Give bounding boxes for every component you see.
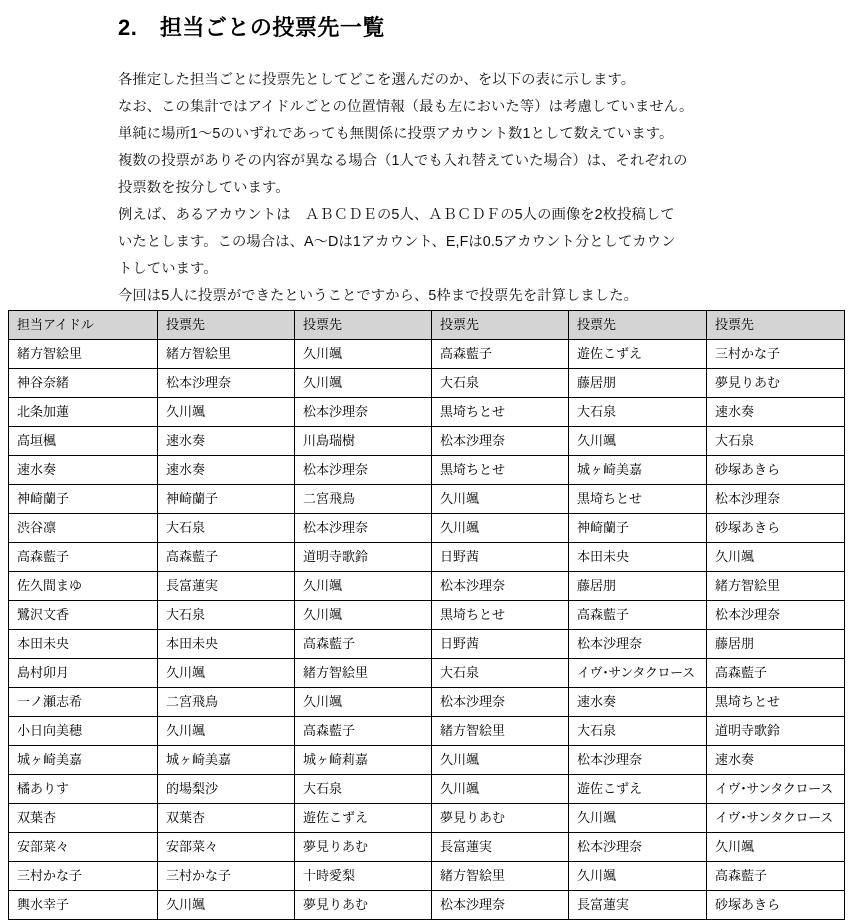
- column-header-vote-1: 投票先: [158, 311, 295, 340]
- cell-idol: 北条加蓮: [9, 398, 158, 427]
- cell-vote-1: 久川颯: [158, 398, 295, 427]
- cell-vote-1: 久川颯: [158, 717, 295, 746]
- cell-vote-1: 三村かな子: [158, 862, 295, 891]
- cell-vote-4: 久川颯: [569, 804, 707, 833]
- column-header-idol: 担当アイドル: [9, 311, 158, 340]
- column-header-vote-4: 投票先: [569, 311, 707, 340]
- cell-vote-4: 長富蓮実: [569, 891, 707, 920]
- cell-vote-4: 本田未央: [569, 543, 707, 572]
- table-header: [9, 311, 845, 340]
- cell-vote-3: 久川颯: [432, 485, 569, 514]
- cell-vote-5: 道明寺歌鈴: [707, 717, 845, 746]
- cell-vote-3: 松本沙理奈: [432, 891, 569, 920]
- table-row: [9, 862, 845, 891]
- paragraph-line: いたとします。この場合は、A～Dは1アカウント、E,Fは0.5アカウント分としてカウン: [118, 233, 676, 250]
- cell-vote-1: 双葉杏: [158, 804, 295, 833]
- cell-idol: 鷺沢文香: [9, 601, 158, 630]
- cell-vote-4: 黒埼ちとせ: [569, 485, 707, 514]
- cell-vote-2: 久川颯: [295, 572, 432, 601]
- paragraph-line: 各推定した担当ごとに投票先としてどこを選んだのか、を以下の表に示します。: [118, 71, 636, 88]
- cell-vote-2: 緒方智絵里: [295, 659, 432, 688]
- cell-vote-3: 黒埼ちとせ: [432, 456, 569, 485]
- cell-idol: 城ヶ崎美嘉: [9, 746, 158, 775]
- cell-vote-4: 松本沙理奈: [569, 746, 707, 775]
- cell-vote-1: 大石泉: [158, 514, 295, 543]
- cell-vote-1: 久川颯: [158, 659, 295, 688]
- cell-vote-3: 松本沙理奈: [432, 427, 569, 456]
- column-header-vote-2: 投票先: [295, 311, 432, 340]
- cell-vote-2: 夢見りあむ: [295, 833, 432, 862]
- table-row: [9, 688, 845, 717]
- cell-vote-4: 大石泉: [569, 398, 707, 427]
- cell-vote-4: 神崎蘭子: [569, 514, 707, 543]
- cell-vote-4: 藤居朋: [569, 572, 707, 601]
- cell-vote-5: 砂塚あきら: [707, 891, 845, 920]
- table-row: [9, 456, 845, 485]
- paragraph-line: 投票数を按分しています。: [118, 179, 290, 196]
- table-row: [9, 485, 845, 514]
- table-body: [9, 340, 845, 920]
- cell-vote-5: 夢見りあむ: [707, 369, 845, 398]
- cell-vote-3: 高森藍子: [432, 340, 569, 369]
- cell-vote-4: 松本沙理奈: [569, 833, 707, 862]
- cell-vote-1: 大石泉: [158, 601, 295, 630]
- cell-vote-2: 久川颯: [295, 688, 432, 717]
- table-row: [9, 340, 845, 369]
- cell-idol: 双葉杏: [9, 804, 158, 833]
- cell-vote-3: 久川颯: [432, 775, 569, 804]
- cell-vote-2: 松本沙理奈: [295, 398, 432, 427]
- cell-vote-1: 長富蓮実: [158, 572, 295, 601]
- cell-idol: 島村卯月: [9, 659, 158, 688]
- cell-idol: 三村かな子: [9, 862, 158, 891]
- cell-vote-5: 高森藍子: [707, 659, 845, 688]
- cell-idol: 安部菜々: [9, 833, 158, 862]
- vote-table-container: [8, 310, 844, 920]
- cell-vote-2: 十時愛梨: [295, 862, 432, 891]
- table-row: [9, 601, 845, 630]
- cell-vote-2: 松本沙理奈: [295, 514, 432, 543]
- cell-vote-5: 黒埼ちとせ: [707, 688, 845, 717]
- cell-vote-1: 的場梨沙: [158, 775, 295, 804]
- cell-vote-4: 城ヶ崎美嘉: [569, 456, 707, 485]
- cell-vote-5: 三村かな子: [707, 340, 845, 369]
- cell-vote-2: 遊佐こずえ: [295, 804, 432, 833]
- cell-vote-4: 遊佐こずえ: [569, 340, 707, 369]
- paragraph-line: 例えば、あるアカウントは ＡＢＣＤＥの5人、ＡＢＣＤＦの5人の画像を2枚投稿して: [118, 206, 675, 223]
- cell-vote-3: 黒埼ちとせ: [432, 601, 569, 630]
- cell-vote-3: 大石泉: [432, 369, 569, 398]
- cell-idol: 速水奏: [9, 456, 158, 485]
- cell-idol: 本田未央: [9, 630, 158, 659]
- vote-table: [8, 310, 845, 920]
- table-header-row: [9, 311, 845, 340]
- cell-vote-3: 夢見りあむ: [432, 804, 569, 833]
- intro-paragraph: [0, 43, 866, 310]
- cell-vote-2: 久川颯: [295, 369, 432, 398]
- cell-idol: 一ノ瀬志希: [9, 688, 158, 717]
- paragraph-line: 複数の投票がありその内容が異なる場合（1人でも入れ替えていた場合）は、それぞれの: [118, 152, 688, 169]
- table-row: [9, 833, 845, 862]
- cell-vote-2: 高森藍子: [295, 717, 432, 746]
- table-row: [9, 514, 845, 543]
- cell-vote-4: 速水奏: [569, 688, 707, 717]
- cell-vote-1: 松本沙理奈: [158, 369, 295, 398]
- cell-vote-2: 二宮飛鳥: [295, 485, 432, 514]
- cell-vote-5: 高森藍子: [707, 862, 845, 891]
- paragraph-line: トしています。: [118, 260, 218, 277]
- cell-vote-1: 速水奏: [158, 427, 295, 456]
- table-row: [9, 543, 845, 572]
- cell-vote-5: 久川颯: [707, 543, 845, 572]
- cell-vote-2: 久川颯: [295, 601, 432, 630]
- cell-vote-5: 緒方智絵里: [707, 572, 845, 601]
- cell-vote-5: 藤居朋: [707, 630, 845, 659]
- cell-vote-3: 日野茜: [432, 543, 569, 572]
- cell-vote-5: 速水奏: [707, 398, 845, 427]
- paragraph-line: 単純に場所1～5のいずれであっても無関係に投票アカウント数1として数えています。: [118, 125, 674, 142]
- cell-idol: 渋谷凛: [9, 514, 158, 543]
- cell-vote-1: 緒方智絵里: [158, 340, 295, 369]
- column-header-vote-3: 投票先: [432, 311, 569, 340]
- cell-vote-5: イヴ･サンタクロース: [707, 775, 845, 804]
- cell-vote-5: 砂塚あきら: [707, 514, 845, 543]
- cell-vote-2: 松本沙理奈: [295, 456, 432, 485]
- page-title: 2. 担当ごとの投票先一覧: [118, 15, 385, 40]
- cell-vote-5: 松本沙理奈: [707, 601, 845, 630]
- cell-vote-1: 久川颯: [158, 891, 295, 920]
- cell-vote-1: 安部菜々: [158, 833, 295, 862]
- table-row: [9, 775, 845, 804]
- cell-vote-3: 緒方智絵里: [432, 862, 569, 891]
- cell-vote-1: 神崎蘭子: [158, 485, 295, 514]
- cell-idol: 緒方智絵里: [9, 340, 158, 369]
- cell-vote-1: 城ヶ崎美嘉: [158, 746, 295, 775]
- table-row: [9, 891, 845, 920]
- cell-idol: 高垣楓: [9, 427, 158, 456]
- cell-vote-5: 久川颯: [707, 833, 845, 862]
- table-row: [9, 659, 845, 688]
- cell-idol: 佐久間まゆ: [9, 572, 158, 601]
- table-row: [9, 572, 845, 601]
- cell-vote-5: 松本沙理奈: [707, 485, 845, 514]
- cell-vote-1: 本田未央: [158, 630, 295, 659]
- paragraph-line: なお、この集計ではアイドルごとの位置情報（最も左においた等）は考慮していません。: [118, 98, 694, 115]
- cell-vote-4: 久川颯: [569, 427, 707, 456]
- cell-vote-2: 城ヶ崎莉嘉: [295, 746, 432, 775]
- cell-vote-2: 道明寺歌鈴: [295, 543, 432, 572]
- column-header-vote-5: 投票先: [707, 311, 845, 340]
- table-row: [9, 398, 845, 427]
- paragraph-line: 今回は5人に投票ができたということですから、5枠まで投票先を計算しました。: [118, 287, 638, 304]
- cell-vote-4: 遊佐こずえ: [569, 775, 707, 804]
- cell-vote-2: 久川颯: [295, 340, 432, 369]
- cell-vote-1: 高森藍子: [158, 543, 295, 572]
- cell-vote-2: 高森藍子: [295, 630, 432, 659]
- cell-idol: 輿水幸子: [9, 891, 158, 920]
- cell-vote-2: 夢見りあむ: [295, 891, 432, 920]
- table-row: [9, 804, 845, 833]
- cell-vote-3: 久川颯: [432, 746, 569, 775]
- cell-vote-5: 速水奏: [707, 746, 845, 775]
- cell-vote-2: 川島瑞樹: [295, 427, 432, 456]
- cell-vote-3: 日野茜: [432, 630, 569, 659]
- table-row: [9, 630, 845, 659]
- cell-vote-4: 松本沙理奈: [569, 630, 707, 659]
- cell-vote-4: 久川颯: [569, 862, 707, 891]
- cell-vote-4: 藤居朋: [569, 369, 707, 398]
- cell-vote-4: イヴ･サンタクロース: [569, 659, 707, 688]
- cell-vote-3: 長富蓮実: [432, 833, 569, 862]
- cell-vote-3: 大石泉: [432, 659, 569, 688]
- cell-vote-5: 大石泉: [707, 427, 845, 456]
- cell-idol: 橘ありす: [9, 775, 158, 804]
- cell-vote-3: 松本沙理奈: [432, 572, 569, 601]
- cell-idol: 高森藍子: [9, 543, 158, 572]
- table-row: [9, 427, 845, 456]
- table-row: [9, 369, 845, 398]
- cell-vote-4: 大石泉: [569, 717, 707, 746]
- cell-vote-4: 高森藍子: [569, 601, 707, 630]
- cell-vote-3: 黒埼ちとせ: [432, 398, 569, 427]
- table-row: [9, 746, 845, 775]
- cell-idol: 神崎蘭子: [9, 485, 158, 514]
- table-row: [9, 717, 845, 746]
- cell-vote-5: 砂塚あきら: [707, 456, 845, 485]
- cell-vote-1: 速水奏: [158, 456, 295, 485]
- cell-vote-3: 久川颯: [432, 514, 569, 543]
- cell-idol: 小日向美穂: [9, 717, 158, 746]
- cell-vote-1: 二宮飛鳥: [158, 688, 295, 717]
- cell-vote-2: 大石泉: [295, 775, 432, 804]
- cell-vote-3: 松本沙理奈: [432, 688, 569, 717]
- cell-idol: 神谷奈緒: [9, 369, 158, 398]
- cell-vote-5: イヴ･サンタクロース: [707, 804, 845, 833]
- cell-vote-3: 緒方智絵里: [432, 717, 569, 746]
